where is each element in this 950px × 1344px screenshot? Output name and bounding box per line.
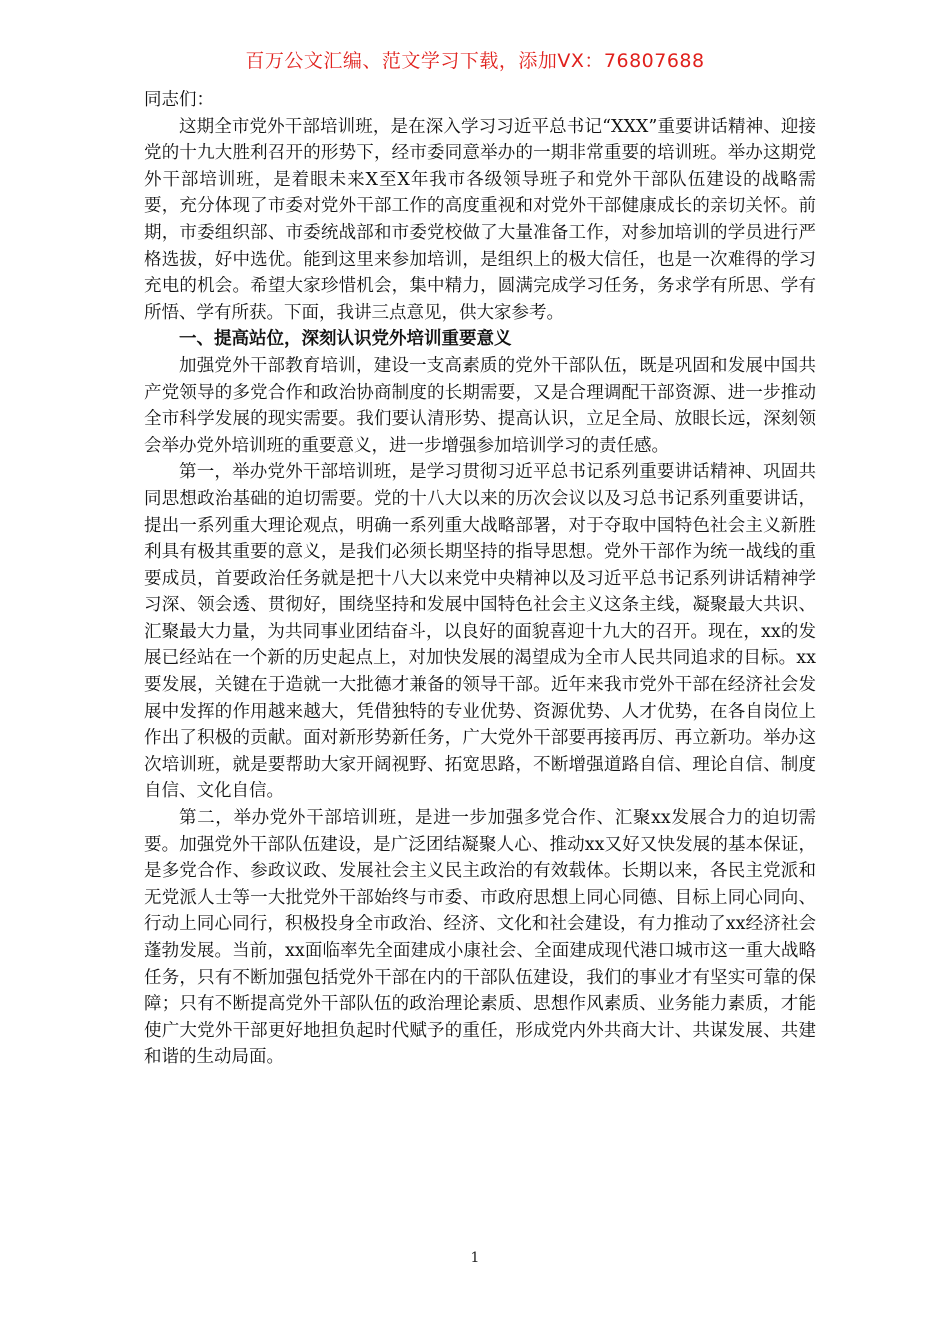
point-2-paragraph: 第二，举办党外干部培训班，是进一步加强多党合作、汇聚xx发展合力的迫切需要。加强党外干部队伍建设，是广泛团结凝聚人心、推动xx又好又快发展的基本保证，是多党合作、参政议政、发展社会主义民主政治的有效载体。长期以来，各民主党派和无党派人士等一大批党外干部始终与市委、市政府思想上同心同德、目标上同心同向、行动上同心同行，积极投身全市政治、经济、文化和社会建设，有力推动了xx经济社会蓬勃发展。当前，xx面临率先全面建成小康社会、全面建成现代港口城市这一重大战略任务，只有不断加强包括党外干部在内的干部队伍建设，我们的事业才有坚实可靠的保障；只有不断提高党外干部队伍的政治理论素质、思想作风素质、业务能力素质，才能使广大党外干部更好地担负起时代赋予的重任，形成党内外共商大计、共谋发展、共建和谐的生动局面。 xyxy=(144,808,816,1068)
document-body xyxy=(144,87,816,1071)
intro-paragraph: 这期全市党外干部培训班，是在深入学习习近平总书记“XXX”重要讲话精神、迎接党的十九大胜利召开的形势下，经市委同意举办的一期非常重要的培训班。举办这期党外干部培训班，是着眼未来X至X年我市各级领导班子和党外干部队伍建设的战略需要，充分体现了市委对党外干部工作的高度重视和对党外干部健康成长的亲切关怀。前期，市委组织部、市委统战部和市委党校做了大量准备工作，对参加培训的学员进行严格选拔，好中选优。能到这里来参加培训，是组织上的极大信任，也是一次难得的学习充电的机会。希望大家珍惜机会，集中精力，圆满完成学习任务，务求学有所思、学有所悟、学有所获。下面，我讲三点意见，供大家参考。 xyxy=(144,116,816,323)
section-heading-1: 一、提高站位，深刻认识党外培训重要意义 xyxy=(179,329,512,350)
salutation: 同志们： xyxy=(144,90,214,110)
watermark-banner: 百万公文汇编、范文学习下载，添加VX：76807688 xyxy=(245,50,705,72)
point-1-paragraph: 第一，举办党外干部培训班，是学习贯彻习近平总书记系列重要讲话精神、巩固共同思想政治基础的迫切需要。党的十八大以来的历次会议以及习总书记系列重要讲话，提出一系列重大理论观点，明确一系列重大战略部署，对于夺取中国特色社会主义新胜利具有极其重要的意义，是我们必须长期坚持的指导思想。党外干部作为统一战线的重要成员，首要政治任务就是把十八大以来党中央精神以及习近平总书记系列讲话精神学习深、领会透、贯彻好，围绕坚持和发展中国特色社会主义这条主线，凝聚最大共识、汇聚最大力量，为共同事业团结奋斗，以良好的面貌喜迎十九大的召开。现在，xx的发展已经站在一个新的历史起点上，对加快发展的渴望成为全市人民共同追求的目标。xx要发展，关键在于造就一大批德才兼备的领导干部。近年来我市党外干部在经济社会发展中发挥的作用越来越大，凭借独特的专业优势、资源优势、人才优势，在各自岗位上作出了积极的贡献。面对新形势新任务，广大党外干部要再接再厉、再立新功。举办这次培训班，就是要帮助大家开阔视野、拓宽思路，不断增强道路自信、理论自信、制度自信、文化自信。 xyxy=(144,462,816,802)
page-number: 1 xyxy=(470,1250,480,1266)
section-1-paragraph: 加强党外干部教育培训，建设一支高素质的党外干部队伍，既是巩固和发展中国共产党领导的多党合作和政治协商制度的长期需要，又是合理调配干部资源、进一步推动全市科学发展的现实需要。我们要认清形势、提高认识，立足全局、放眼长远，深刻领会举办党外培训班的重要意义，进一步增强参加培训学习的责任感。 xyxy=(144,355,816,456)
